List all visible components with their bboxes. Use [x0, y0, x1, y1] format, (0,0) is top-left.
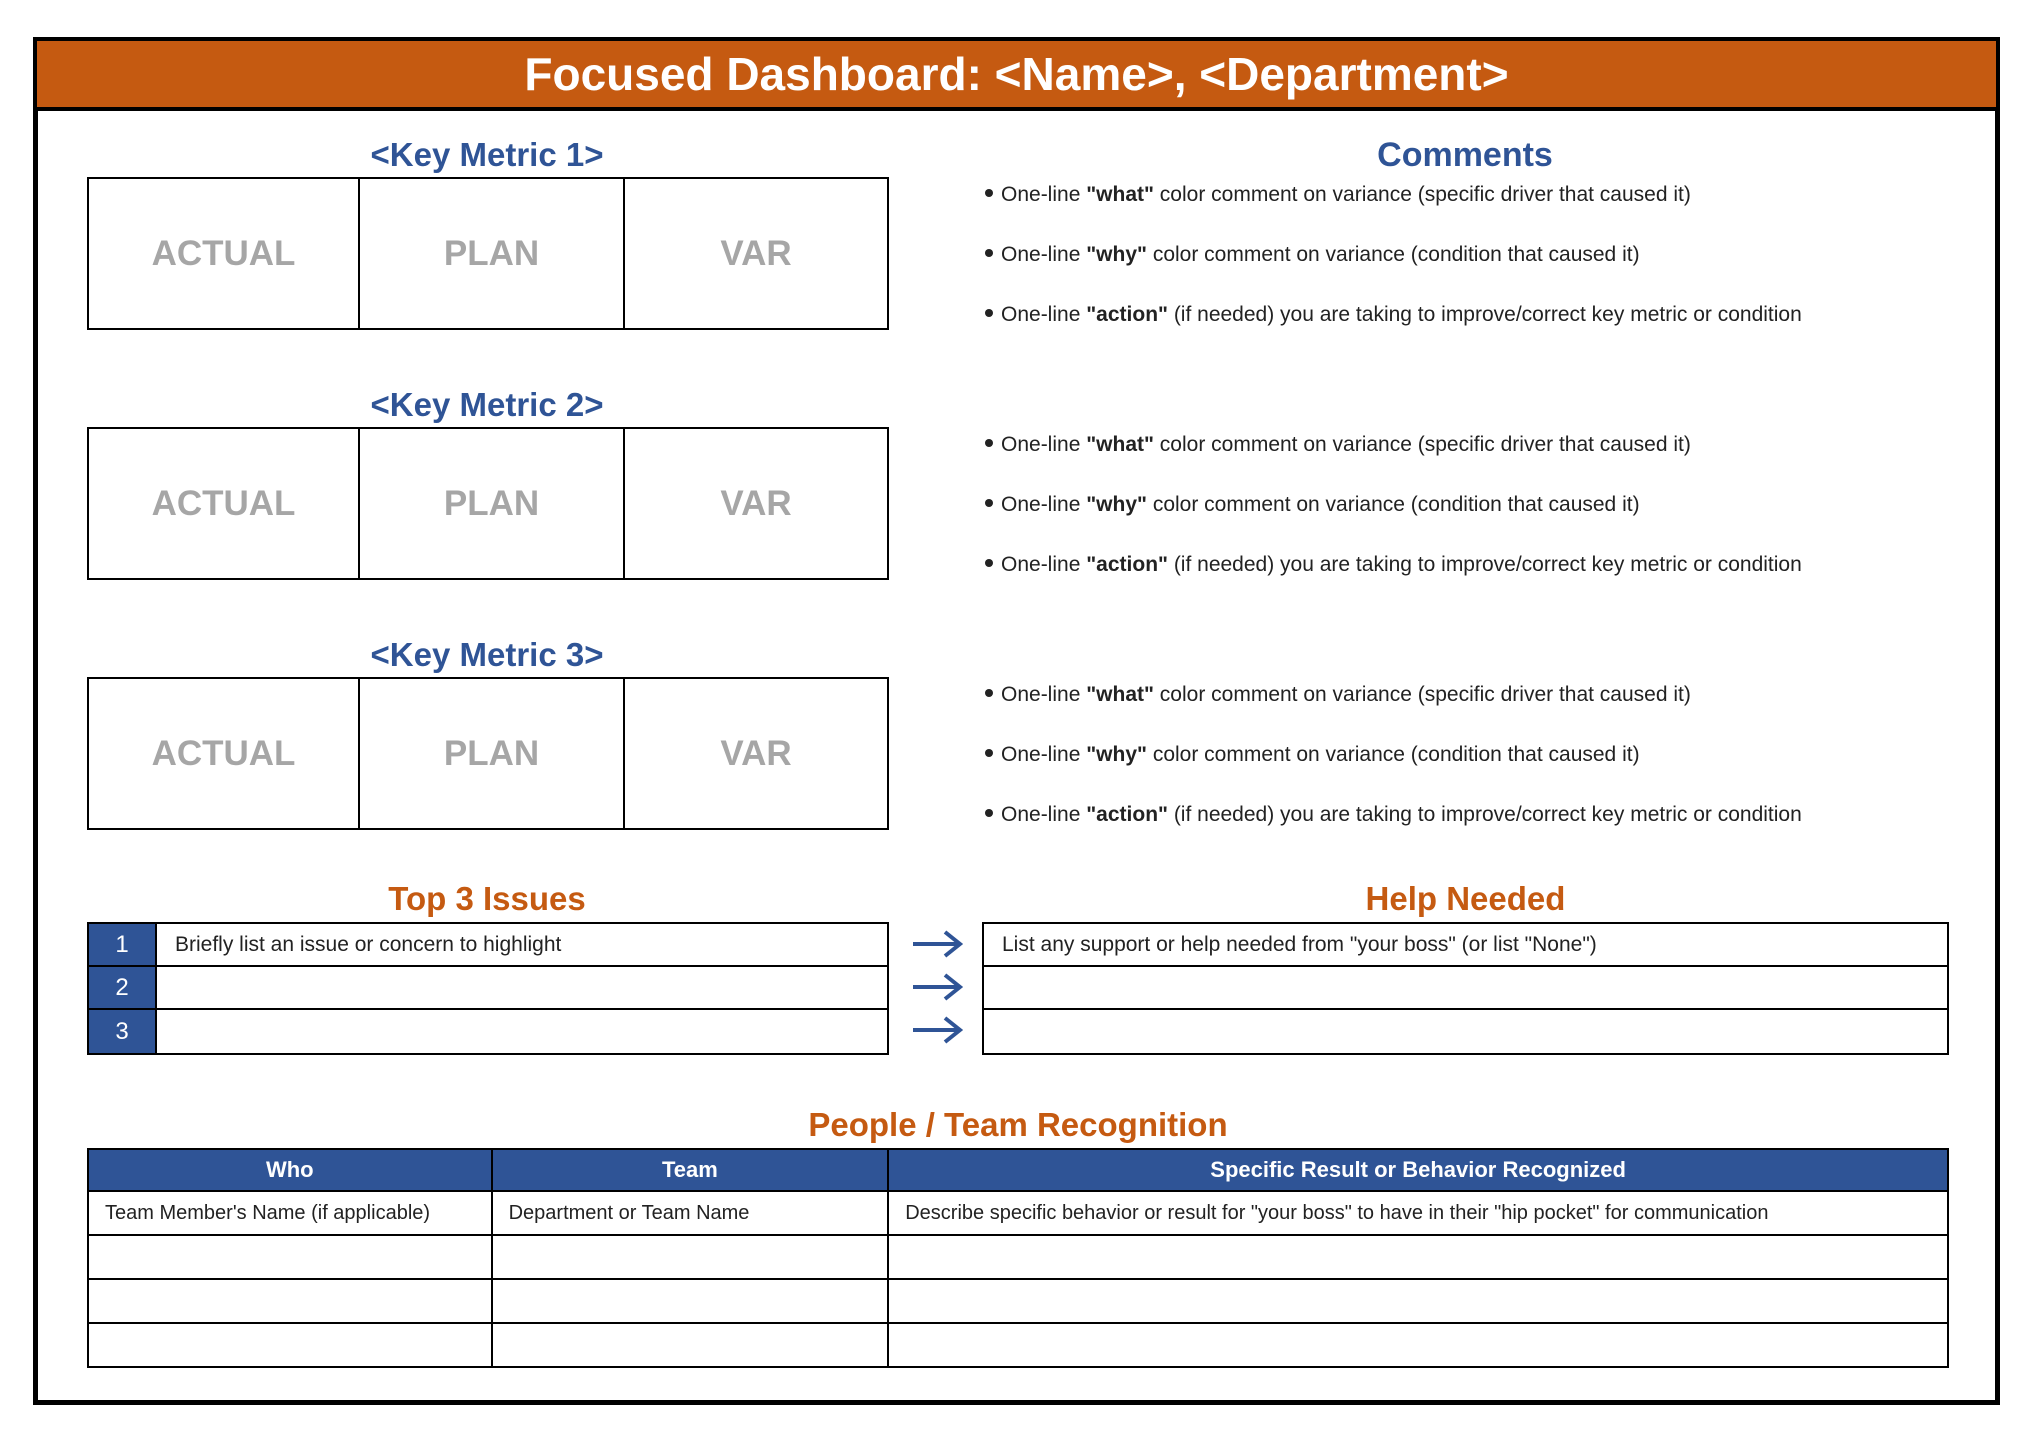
bullet-icon [985, 249, 993, 257]
comment-what[interactable]: One-line "what" color comment on variance (specific driver that caused it) [985, 183, 1691, 207]
key-metric-2-box [87, 427, 889, 580]
comment-what[interactable]: One-line "what" color comment on variance (specific driver that caused it) [985, 433, 1691, 457]
comment-action[interactable]: One-line "action" (if needed) you are taking to improve/correct key metric or condition [985, 553, 1802, 577]
arrow-right-icon [911, 972, 963, 1002]
key-metric-3-title: <Key Metric 3> [370, 636, 604, 673]
metric-actual-cell[interactable]: ACTUAL [89, 429, 360, 578]
bullet-icon [985, 309, 993, 317]
who-cell[interactable] [88, 1235, 492, 1279]
comment-action[interactable]: One-line "action" (if needed) you are taking to improve/correct key metric or condition [985, 803, 1802, 827]
column-header-team: Team [492, 1149, 889, 1191]
result-cell[interactable]: Describe specific behavior or result for "your boss" to have in their "hip pocket" for communication [888, 1191, 1948, 1235]
bullet-icon [985, 499, 993, 507]
issue-text-field[interactable] [157, 1010, 887, 1053]
help-text-field[interactable] [984, 967, 1947, 1010]
bullet-icon [985, 809, 993, 817]
who-cell[interactable]: Team Member's Name (if applicable) [88, 1191, 492, 1235]
team-cell[interactable] [492, 1323, 889, 1367]
metric-actual-cell[interactable]: ACTUAL [89, 679, 360, 828]
help-text-field[interactable]: List any support or help needed from "your boss" (or list "None") [984, 924, 1947, 967]
metric-actual-cell[interactable]: ACTUAL [89, 179, 360, 328]
top-issues-title: Top 3 Issues [388, 880, 586, 917]
metric-var-cell[interactable]: VAR [720, 233, 792, 273]
issue-row [89, 967, 887, 1010]
issue-row [89, 924, 887, 967]
key-metric-1-title: <Key Metric 1> [370, 136, 604, 173]
comment-why[interactable]: One-line "why" color comment on variance (condition that caused it) [985, 493, 1640, 517]
who-cell[interactable] [88, 1323, 492, 1367]
column-header-result: Specific Result or Behavior Recognized [888, 1149, 1948, 1191]
result-cell[interactable] [888, 1279, 1948, 1323]
comments-heading: Comments [1377, 136, 1553, 174]
bullet-icon [985, 439, 993, 447]
comment-why[interactable]: One-line "why" color comment on variance (condition that caused it) [985, 743, 1640, 767]
table-row [88, 1191, 1948, 1235]
metric-var-cell[interactable]: VAR [720, 483, 792, 523]
issue-text-field[interactable]: Briefly list an issue or concern to highlight [175, 932, 562, 956]
column-header-who: Who [88, 1149, 492, 1191]
issues-table [87, 922, 889, 1055]
bullet-icon [985, 689, 993, 697]
help-needed-title: Help Needed [1365, 880, 1566, 917]
issue-number: 2 [89, 967, 157, 1008]
recognition-title: People / Team Recognition [808, 1106, 1228, 1143]
arrow-right-icon [911, 1015, 963, 1045]
key-metric-3-box [87, 677, 889, 830]
key-metric-2-title: <Key Metric 2> [370, 386, 604, 423]
recognition-table [87, 1148, 1949, 1368]
team-cell[interactable]: Department or Team Name [492, 1191, 889, 1235]
issue-number: 1 [89, 924, 157, 965]
comment-what[interactable]: One-line "what" color comment on variance (specific driver that caused it) [985, 683, 1691, 707]
issue-row [89, 1010, 887, 1053]
team-cell[interactable] [492, 1235, 889, 1279]
result-cell[interactable] [888, 1235, 1948, 1279]
arrow-right-icon [911, 929, 963, 959]
page-title: Focused Dashboard: <Name>, <Department> [37, 41, 1996, 108]
bullet-icon [985, 749, 993, 757]
key-metric-1-box [87, 177, 889, 330]
comment-why[interactable]: One-line "why" color comment on variance (condition that caused it) [985, 243, 1640, 267]
bullet-icon [985, 189, 993, 197]
comment-action[interactable]: One-line "action" (if needed) you are taking to improve/correct key metric or condition [985, 303, 1802, 327]
help-table [982, 922, 1949, 1055]
metric-plan-cell[interactable]: PLAN [360, 429, 625, 578]
title-divider [37, 107, 1996, 111]
bullet-icon [985, 559, 993, 567]
help-text-field[interactable] [984, 1010, 1947, 1053]
table-row [88, 1279, 1948, 1323]
issue-text-field[interactable] [157, 967, 887, 1008]
team-cell[interactable] [492, 1279, 889, 1323]
metric-plan-cell[interactable]: PLAN [360, 179, 625, 328]
result-cell[interactable] [888, 1323, 1948, 1367]
metric-var-cell[interactable]: VAR [720, 733, 792, 773]
who-cell[interactable] [88, 1279, 492, 1323]
table-row [88, 1235, 1948, 1279]
table-header-row [88, 1149, 1948, 1191]
table-row [88, 1323, 1948, 1367]
issue-number: 3 [89, 1010, 157, 1053]
metric-plan-cell[interactable]: PLAN [360, 679, 625, 828]
